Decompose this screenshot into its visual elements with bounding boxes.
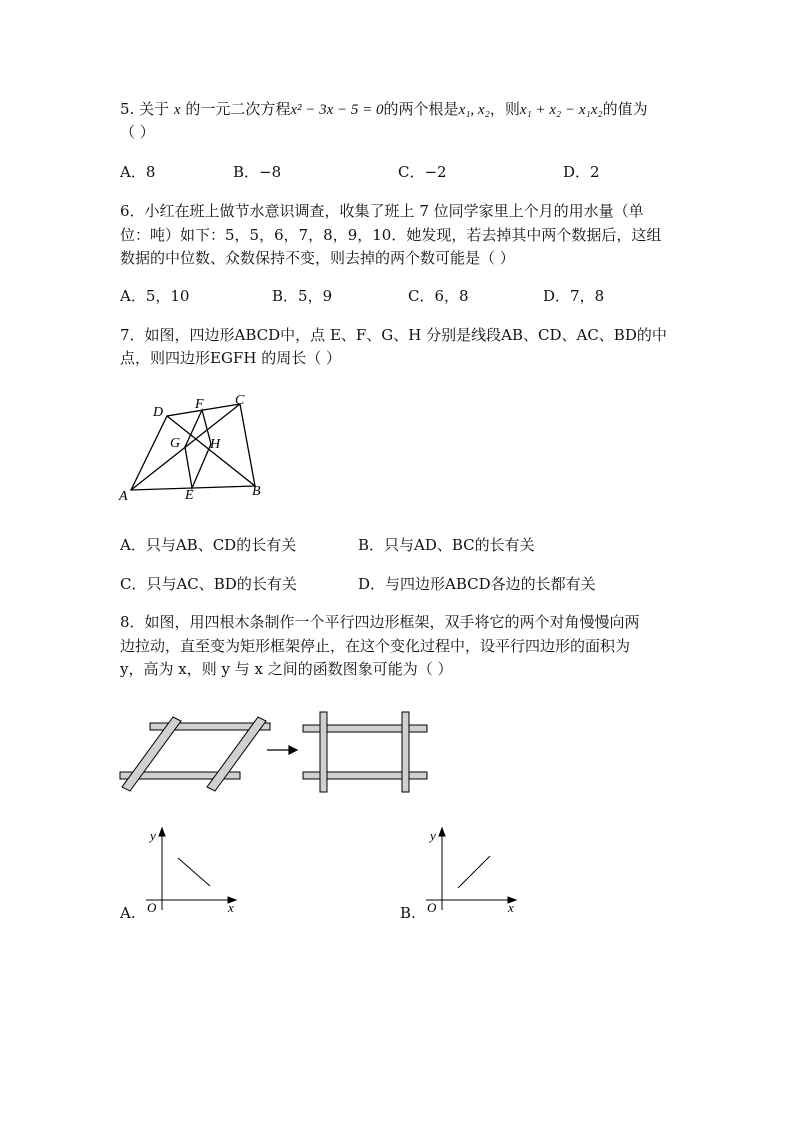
q8-option-a: A. bbox=[120, 904, 136, 922]
q7-line-1: 7．如图，四边形ABCD中，点 E、F、G、H 分别是线段AB、CD、AC、BD的中 bbox=[120, 326, 667, 344]
q5-option-d: D．2 bbox=[563, 163, 600, 181]
q7-option-d: D．与四边形ABCD各边的长都有关 bbox=[358, 575, 596, 593]
arrow-head bbox=[289, 746, 297, 754]
graph-b-origin: O bbox=[427, 900, 437, 915]
q5-expression: x₁ + x₂ − x₁x₂ bbox=[519, 102, 603, 118]
graph-a-y-label: y bbox=[150, 828, 156, 843]
q6-option-a: A．5，10 bbox=[120, 287, 190, 305]
label-g: G bbox=[170, 436, 181, 451]
q5-var-x: x bbox=[173, 102, 181, 118]
quad-abcd bbox=[131, 404, 255, 490]
q5-text-c: 的两个根是 bbox=[383, 100, 459, 118]
label-h: H bbox=[210, 437, 221, 452]
q5-text-d: ，则 bbox=[489, 100, 520, 118]
quad-egfh bbox=[185, 410, 211, 488]
q5-number: 5. bbox=[120, 100, 135, 118]
label-d: D bbox=[153, 405, 164, 420]
q5-option-b: B．−8 bbox=[233, 163, 282, 181]
label-c: C bbox=[235, 393, 245, 408]
q6-option-c: C．6，8 bbox=[408, 287, 469, 305]
graph-b-y-arrow bbox=[439, 828, 445, 836]
graph-b-x-label: x bbox=[508, 900, 514, 915]
label-f: F bbox=[195, 397, 204, 412]
q5-blank: （ ） bbox=[120, 123, 155, 141]
q5-text-a: 关于 bbox=[139, 100, 170, 118]
q5-option-c: C．−2 bbox=[398, 163, 447, 181]
graph-a-x-label: x bbox=[228, 900, 234, 915]
q8-option-b: B. bbox=[400, 904, 416, 922]
graph-b-y-label: y bbox=[430, 828, 436, 843]
q5-roots: x₁, x₂ bbox=[458, 102, 490, 118]
q6-line-1: 6．小红在班上做节水意识调查，收集了班上 7 位同学家里上个月的用水量（单 bbox=[120, 202, 644, 220]
q8-line-2: 边拉动，直至变为矩形框架停止，在这个变化过程中，设平行四边形的面积为 bbox=[120, 637, 631, 655]
q6-option-b: B．5，9 bbox=[272, 287, 333, 305]
q7-option-c: C．只与AC、BD的长有关 bbox=[120, 575, 297, 593]
q8-line-1: 8．如图，用四根木条制作一个平行四边形框架，双手将它的两个对角慢慢向两 bbox=[120, 613, 640, 631]
q5-text-b: 的一元二次方程 bbox=[185, 100, 291, 118]
q7-quadrilateral-figure bbox=[115, 392, 275, 504]
q8-graph-b bbox=[420, 826, 525, 916]
graph-a-decreasing-line bbox=[178, 858, 210, 886]
q6-option-d: D．7，8 bbox=[543, 287, 605, 305]
q7-option-b: B．只与AD、BC的长有关 bbox=[358, 536, 535, 554]
q8-line-3: y，高为 x，则 y 与 x 之间的函数图象可能为（ ） bbox=[120, 660, 453, 678]
q7-option-a: A．只与AB、CD的长有关 bbox=[120, 536, 297, 554]
rectangle-right-bar bbox=[402, 712, 409, 792]
q6-line-3: 数据的中位数、众数保持不变，则去掉的两个数可能是（ ） bbox=[120, 249, 515, 267]
label-a: A bbox=[119, 489, 128, 504]
graph-a-y-arrow bbox=[159, 828, 165, 836]
label-b: B bbox=[252, 484, 261, 499]
q5-option-a: A．8 bbox=[120, 163, 156, 181]
label-e: E bbox=[185, 488, 194, 503]
q6-line-2: 位：吨）如下：5，5，6，7，8，9，10．她发现，若去掉其中两个数据后，这组 bbox=[120, 226, 662, 244]
rectangle-left-bar bbox=[320, 712, 327, 792]
q5-text-e: 的值为 bbox=[602, 100, 648, 118]
graph-a-origin: O bbox=[147, 900, 157, 915]
q5-equation: x² − 3x − 5 = 0 bbox=[290, 102, 384, 118]
q5-stem bbox=[120, 99, 648, 120]
q8-graph-a bbox=[140, 826, 245, 916]
q8-frame-figure bbox=[115, 712, 435, 797]
q7-line-2: 点，则四边形EGFH 的周长（ ） bbox=[120, 349, 341, 367]
graph-b-increasing-line bbox=[458, 856, 490, 888]
